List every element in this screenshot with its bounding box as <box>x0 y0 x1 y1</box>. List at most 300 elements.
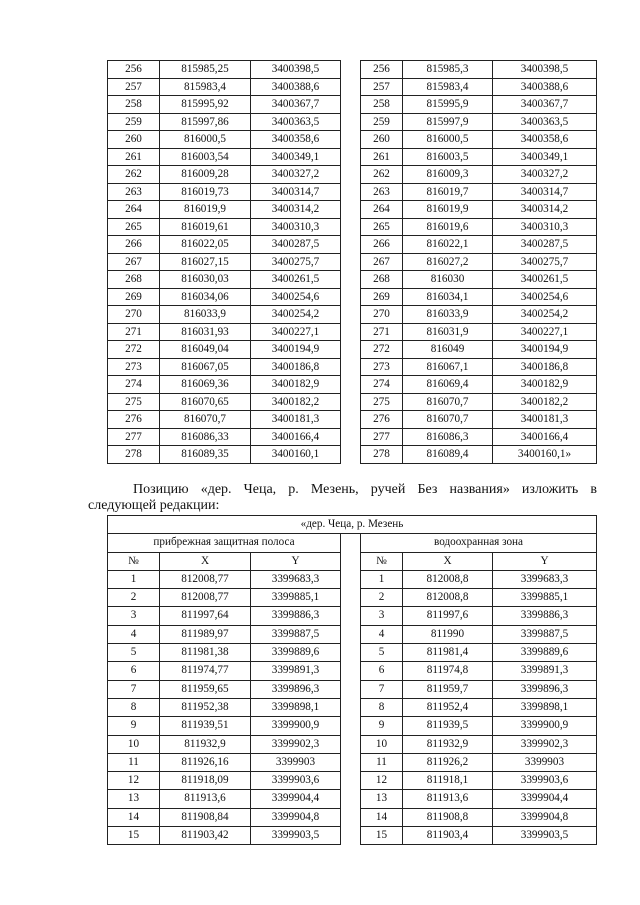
table-cell: 3400227,1 <box>251 323 341 341</box>
table-cell: 3399904,8 <box>493 808 597 826</box>
table-cell: 3400166,4 <box>493 428 597 446</box>
table-cell: 3399896,3 <box>251 680 341 698</box>
table-cell: 815983,4 <box>403 78 493 96</box>
table-row <box>108 589 597 607</box>
table-cell: 811974,8 <box>403 662 493 680</box>
table-cell: 3400254,2 <box>493 306 597 324</box>
table-cell: 276 <box>108 411 160 429</box>
table-cell: 3400398,5 <box>493 61 597 79</box>
table-cell: 3399891,3 <box>493 662 597 680</box>
column-gap <box>341 183 361 201</box>
table-row <box>108 131 597 149</box>
table-cell: 3400160,1» <box>493 446 597 464</box>
table-cell: 273 <box>361 358 403 376</box>
table-row <box>108 61 597 79</box>
table-cell: 3399891,3 <box>251 662 341 680</box>
table-cell: 816003,5 <box>403 148 493 166</box>
column-header: Y <box>251 552 341 570</box>
table-row <box>108 236 597 254</box>
table-cell: 265 <box>361 218 403 236</box>
table-cell: 811989,97 <box>160 625 251 643</box>
table-cell: 3400358,6 <box>251 131 341 149</box>
table-cell: 260 <box>361 131 403 149</box>
table-cell: 271 <box>108 323 160 341</box>
table-cell: 815995,9 <box>403 96 493 114</box>
table-cell: 265 <box>108 218 160 236</box>
table-cell: 2 <box>361 589 403 607</box>
table-cell: 3399904,4 <box>493 790 597 808</box>
table-row <box>108 753 597 771</box>
table-row <box>108 662 597 680</box>
table-cell: 816031,93 <box>160 323 251 341</box>
table-cell: 4 <box>361 625 403 643</box>
table-cell: 264 <box>361 201 403 219</box>
table-row <box>108 148 597 166</box>
column-gap <box>341 446 361 464</box>
column-gap <box>341 607 361 625</box>
column-header: № <box>108 552 160 570</box>
column-gap <box>341 570 361 588</box>
table-cell: 816069,36 <box>160 376 251 394</box>
table-cell: 3399903,6 <box>493 772 597 790</box>
table-cell: 3399900,9 <box>251 717 341 735</box>
table-cell: 3400314,7 <box>493 183 597 201</box>
table-cell: 816003,54 <box>160 148 251 166</box>
table-cell: 6 <box>108 662 160 680</box>
table-cell: 811913,6 <box>403 790 493 808</box>
table-cell: 811908,8 <box>403 808 493 826</box>
column-gap <box>341 534 361 552</box>
table-cell: 816022,05 <box>160 236 251 254</box>
table-row <box>108 827 597 845</box>
amendment-paragraph-line-2: следующей редакции: <box>88 498 220 513</box>
table-cell: 14 <box>361 808 403 826</box>
table-cell: 3400287,5 <box>493 236 597 254</box>
table-cell: 14 <box>108 808 160 826</box>
column-header: X <box>403 552 493 570</box>
table-cell: 276 <box>361 411 403 429</box>
table-cell: 3400275,7 <box>493 253 597 271</box>
table-row <box>108 96 597 114</box>
table-cell: 811997,64 <box>160 607 251 625</box>
table-row <box>108 271 597 289</box>
table-cell: 258 <box>108 96 160 114</box>
table-cell: 812008,8 <box>403 589 493 607</box>
table-cell: 15 <box>361 827 403 845</box>
table-cell: 272 <box>361 341 403 359</box>
table-row <box>108 306 597 324</box>
column-gap <box>341 113 361 131</box>
table-cell: 8 <box>361 698 403 716</box>
table-cell: 816027,15 <box>160 253 251 271</box>
table-row <box>108 376 597 394</box>
table-cell: 273 <box>108 358 160 376</box>
table-cell: 3400254,6 <box>251 288 341 306</box>
table-cell: 3399903,5 <box>251 827 341 845</box>
table-cell: 816070,7 <box>403 393 493 411</box>
table-cell: 3400314,2 <box>493 201 597 219</box>
table-cell: 3400287,5 <box>251 236 341 254</box>
table-cell: 3399889,6 <box>493 644 597 662</box>
table-cell: 3400261,5 <box>251 271 341 289</box>
table-cell: 256 <box>361 61 403 79</box>
table-cell: 811981,4 <box>403 644 493 662</box>
table-cell: 3400327,2 <box>251 166 341 184</box>
table-cell: 811926,2 <box>403 753 493 771</box>
table-row <box>108 446 597 464</box>
table-cell: 11 <box>108 753 160 771</box>
table-row <box>108 607 597 625</box>
column-gap <box>341 790 361 808</box>
table-cell: 259 <box>361 113 403 131</box>
table-cell: 811932,9 <box>403 735 493 753</box>
table-cell: 1 <box>361 570 403 588</box>
table-row <box>108 428 597 446</box>
table-cell: 816034,06 <box>160 288 251 306</box>
table-cell: 3399887,5 <box>251 625 341 643</box>
column-gap <box>341 253 361 271</box>
amendment-paragraph-line-1: Позицию «дер. Чеца, р. Мезень, ручей Без названия» изложить в <box>133 482 597 497</box>
column-gap <box>341 680 361 698</box>
table-cell: 263 <box>108 183 160 201</box>
table-cell: 9 <box>361 717 403 735</box>
table-cell: 2 <box>108 589 160 607</box>
table-cell: 816000,5 <box>160 131 251 149</box>
column-gap <box>341 358 361 376</box>
table-cell: 5 <box>108 644 160 662</box>
table-cell: 10 <box>361 735 403 753</box>
table-cell: 256 <box>108 61 160 79</box>
table-cell: 278 <box>108 446 160 464</box>
table-cell: 3399887,5 <box>493 625 597 643</box>
table-cell: 267 <box>108 253 160 271</box>
table-cell: 816000,5 <box>403 131 493 149</box>
table-cell: 11 <box>361 753 403 771</box>
table-cell: 3399902,3 <box>493 735 597 753</box>
table-cell: 816019,61 <box>160 218 251 236</box>
table-cell: 3400367,7 <box>251 96 341 114</box>
column-gap <box>341 96 361 114</box>
table-cell: 815985,25 <box>160 61 251 79</box>
table-title-row <box>108 516 597 534</box>
water-protection-zone-header: водоохранная зона <box>361 534 597 552</box>
table-cell: 3400388,6 <box>251 78 341 96</box>
table-cell: 268 <box>108 271 160 289</box>
table-row <box>108 625 597 643</box>
column-gap <box>341 428 361 446</box>
table-row <box>108 183 597 201</box>
table-cell: 3400349,1 <box>251 148 341 166</box>
table-cell: 270 <box>361 306 403 324</box>
table-cell: 3400314,7 <box>251 183 341 201</box>
column-gap <box>341 625 361 643</box>
table-cell: 816086,33 <box>160 428 251 446</box>
table-cell: 6 <box>361 662 403 680</box>
table-cell: 3400181,3 <box>493 411 597 429</box>
table-cell: 269 <box>361 288 403 306</box>
table-row <box>108 253 597 271</box>
column-gap <box>341 698 361 716</box>
table-cell: 3400314,2 <box>251 201 341 219</box>
table-cell: 272 <box>108 341 160 359</box>
table-cell: 267 <box>361 253 403 271</box>
table-row <box>108 735 597 753</box>
table-cell: 3399903 <box>251 753 341 771</box>
table-cell: 816069,4 <box>403 376 493 394</box>
table-row <box>108 698 597 716</box>
column-gap <box>341 236 361 254</box>
table-row <box>108 393 597 411</box>
coordinates-table-body <box>108 61 597 464</box>
column-gap <box>341 644 361 662</box>
table-cell: 816019,73 <box>160 183 251 201</box>
table-cell: 811952,4 <box>403 698 493 716</box>
table-cell: 3400358,6 <box>493 131 597 149</box>
table-cell: 274 <box>361 376 403 394</box>
table-row <box>108 717 597 735</box>
table-cell: 7 <box>108 680 160 698</box>
table-row <box>108 570 597 588</box>
table-cell: 5 <box>361 644 403 662</box>
table-cell: 811903,4 <box>403 827 493 845</box>
table-cell: 811913,6 <box>160 790 251 808</box>
table-cell: 816070,7 <box>160 411 251 429</box>
table-cell: 3400166,4 <box>251 428 341 446</box>
column-gap <box>341 166 361 184</box>
table-cell: 3399898,1 <box>493 698 597 716</box>
table-cell: 815983,4 <box>160 78 251 96</box>
table-cell: 816009,28 <box>160 166 251 184</box>
table-cell: 3399889,6 <box>251 644 341 662</box>
table-cell: 266 <box>108 236 160 254</box>
table-cell: 811932,9 <box>160 735 251 753</box>
table-cell: 816031,9 <box>403 323 493 341</box>
table-cell: 257 <box>361 78 403 96</box>
table-cell: 3400182,2 <box>493 393 597 411</box>
table-cell: 3400363,5 <box>251 113 341 131</box>
table-cell: 264 <box>108 201 160 219</box>
table-cell: 815995,92 <box>160 96 251 114</box>
table-cell: 3399904,4 <box>251 790 341 808</box>
table-cell: 3399902,3 <box>251 735 341 753</box>
column-gap <box>341 61 361 79</box>
table-title: «дер. Чеца, р. Мезень <box>108 516 597 534</box>
table-cell: 3400275,7 <box>251 253 341 271</box>
table-cell: 257 <box>108 78 160 96</box>
column-header: Y <box>493 552 597 570</box>
column-gap <box>341 306 361 324</box>
table-cell: 3400254,2 <box>251 306 341 324</box>
table-cell: 3400182,9 <box>251 376 341 394</box>
table-cell: 816049 <box>403 341 493 359</box>
table-cell: 3399903,6 <box>251 772 341 790</box>
table-cell: 3400310,3 <box>251 218 341 236</box>
table-cell: 811918,09 <box>160 772 251 790</box>
table-row <box>108 790 597 808</box>
column-gap <box>341 341 361 359</box>
table-cell: 3400367,7 <box>493 96 597 114</box>
column-gap <box>341 717 361 735</box>
table-cell: 3400327,2 <box>493 166 597 184</box>
table-cell: 13 <box>108 790 160 808</box>
table-cell: 816034,1 <box>403 288 493 306</box>
table-cell: 3400349,1 <box>493 148 597 166</box>
table-cell: 7 <box>361 680 403 698</box>
table-cell: 811939,51 <box>160 717 251 735</box>
table-cell: 816067,05 <box>160 358 251 376</box>
table-cell: 3400186,8 <box>493 358 597 376</box>
table-row <box>108 113 597 131</box>
table-cell: 262 <box>108 166 160 184</box>
table-cell: 263 <box>361 183 403 201</box>
table-cell: 278 <box>361 446 403 464</box>
chetsa-table-body <box>108 516 597 845</box>
table-cell: 811903,42 <box>160 827 251 845</box>
table-cell: 816030,03 <box>160 271 251 289</box>
table-cell: 3 <box>108 607 160 625</box>
table-cell: 816070,65 <box>160 393 251 411</box>
table-cell: 3399683,3 <box>493 570 597 588</box>
table-cell: 9 <box>108 717 160 735</box>
table-cell: 12 <box>361 772 403 790</box>
table-cell: 3399896,3 <box>493 680 597 698</box>
column-header: № <box>361 552 403 570</box>
table-row <box>108 341 597 359</box>
table-cell: 3399885,1 <box>251 589 341 607</box>
column-gap <box>341 589 361 607</box>
table-cell: 812008,77 <box>160 570 251 588</box>
table-cell: 811981,38 <box>160 644 251 662</box>
table-cell: 816033,9 <box>160 306 251 324</box>
table-cell: 815997,86 <box>160 113 251 131</box>
column-gap <box>341 201 361 219</box>
table-cell: 258 <box>361 96 403 114</box>
table-cell: 3400227,1 <box>493 323 597 341</box>
table-cell: 3399900,9 <box>493 717 597 735</box>
table-cell: 8 <box>108 698 160 716</box>
table-cell: 3399903,5 <box>493 827 597 845</box>
table-cell: 3 <box>361 607 403 625</box>
table-cell: 266 <box>361 236 403 254</box>
table-cell: 261 <box>108 148 160 166</box>
table-row <box>108 644 597 662</box>
table-cell: 811908,84 <box>160 808 251 826</box>
table-cell: 816027,2 <box>403 253 493 271</box>
coastal-protective-strip-header: прибрежная защитная полоса <box>108 534 341 552</box>
table-cell: 816033,9 <box>403 306 493 324</box>
table-cell: 816009,3 <box>403 166 493 184</box>
column-gap <box>341 376 361 394</box>
column-gap <box>341 827 361 845</box>
table-cell: 3400194,9 <box>493 341 597 359</box>
table-cell: 262 <box>361 166 403 184</box>
table-cell: 815985,3 <box>403 61 493 79</box>
column-header-row <box>108 552 597 570</box>
column-gap <box>341 753 361 771</box>
table-cell: 816019,9 <box>403 201 493 219</box>
table-cell: 3399903 <box>493 753 597 771</box>
table-cell: 3400363,5 <box>493 113 597 131</box>
table-row <box>108 358 597 376</box>
table-cell: 15 <box>108 827 160 845</box>
column-gap <box>341 148 361 166</box>
table-cell: 277 <box>108 428 160 446</box>
table-cell: 816067,1 <box>403 358 493 376</box>
table-cell: 12 <box>108 772 160 790</box>
table-row <box>108 166 597 184</box>
section-header-row <box>108 534 597 552</box>
table-cell: 259 <box>108 113 160 131</box>
table-cell: 816070,7 <box>403 411 493 429</box>
table-cell: 4 <box>108 625 160 643</box>
table-cell: 812008,8 <box>403 570 493 588</box>
table-cell: 3400194,9 <box>251 341 341 359</box>
table-cell: 260 <box>108 131 160 149</box>
table-cell: 3400254,6 <box>493 288 597 306</box>
table-cell: 816049,04 <box>160 341 251 359</box>
table-cell: 269 <box>108 288 160 306</box>
table-cell: 812008,77 <box>160 589 251 607</box>
table-cell: 270 <box>108 306 160 324</box>
table-cell: 3399898,1 <box>251 698 341 716</box>
table-cell: 3400261,5 <box>493 271 597 289</box>
table-cell: 10 <box>108 735 160 753</box>
column-gap <box>341 808 361 826</box>
coordinates-table-continued <box>107 60 597 464</box>
table-cell: 811990 <box>403 625 493 643</box>
table-row <box>108 218 597 236</box>
table-cell: 811939,5 <box>403 717 493 735</box>
table-cell: 816086,3 <box>403 428 493 446</box>
table-cell: 811974,77 <box>160 662 251 680</box>
column-gap <box>341 662 361 680</box>
table-cell: 274 <box>108 376 160 394</box>
table-cell: 3399886,3 <box>493 607 597 625</box>
table-cell: 816089,4 <box>403 446 493 464</box>
table-cell: 811952,38 <box>160 698 251 716</box>
table-cell: 811926,16 <box>160 753 251 771</box>
table-cell: 13 <box>361 790 403 808</box>
column-gap <box>341 552 361 570</box>
table-cell: 271 <box>361 323 403 341</box>
column-gap <box>341 735 361 753</box>
table-cell: 3400182,9 <box>493 376 597 394</box>
table-cell: 3400186,8 <box>251 358 341 376</box>
table-row <box>108 411 597 429</box>
table-cell: 3399885,1 <box>493 589 597 607</box>
table-cell: 275 <box>108 393 160 411</box>
table-cell: 1 <box>108 570 160 588</box>
column-header: X <box>160 552 251 570</box>
table-cell: 275 <box>361 393 403 411</box>
table-cell: 811997,6 <box>403 607 493 625</box>
column-gap <box>341 411 361 429</box>
table-cell: 811959,65 <box>160 680 251 698</box>
column-gap <box>341 271 361 289</box>
table-cell: 3399683,3 <box>251 570 341 588</box>
table-cell: 816019,9 <box>160 201 251 219</box>
table-cell: 3400160,1 <box>251 446 341 464</box>
table-row <box>108 808 597 826</box>
column-gap <box>341 323 361 341</box>
column-gap <box>341 288 361 306</box>
table-cell: 3399886,3 <box>251 607 341 625</box>
table-cell: 811959,7 <box>403 680 493 698</box>
table-cell: 3399904,8 <box>251 808 341 826</box>
table-cell: 3400182,2 <box>251 393 341 411</box>
column-gap <box>341 772 361 790</box>
column-gap <box>341 393 361 411</box>
